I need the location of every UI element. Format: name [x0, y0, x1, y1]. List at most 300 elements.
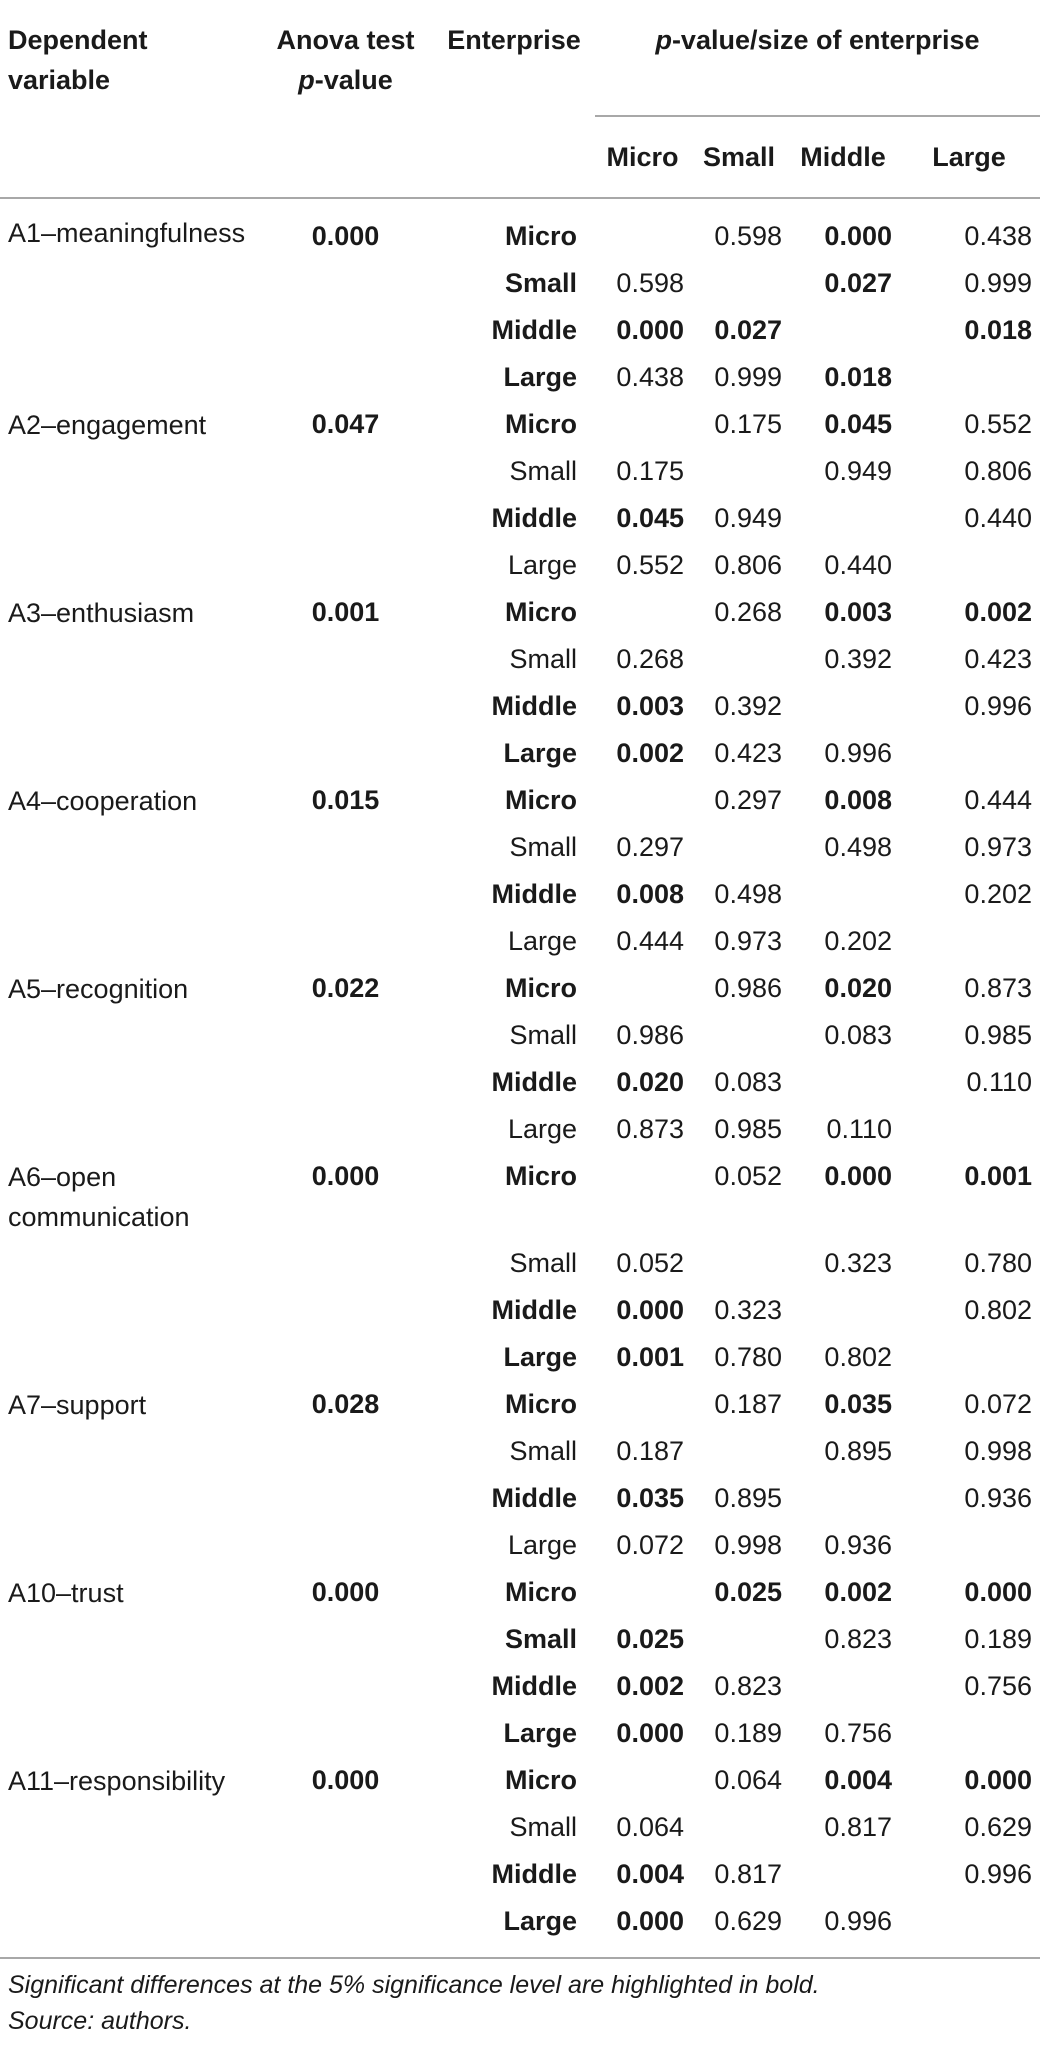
enterprise-cell: Middle [491, 1295, 577, 1325]
pvalue-cell-middle: 0.996 [824, 1906, 892, 1936]
pvalue-cell-middle: 0.000 [824, 221, 892, 251]
pvalue-cell-large: 0.018 [964, 315, 1032, 345]
table-row [0, 1153, 1040, 1240]
dependent-variable-empty [0, 730, 258, 777]
header-anova-line1: Anova test [276, 25, 415, 55]
anova-pvalue-empty [258, 1428, 433, 1475]
pvalue-cell-small [690, 636, 788, 683]
pvalue-cell-middle: 0.823 [824, 1624, 892, 1654]
pvalue-cell-small: 0.025 [714, 1577, 782, 1607]
dependent-variable-cell: A5–recognition [8, 974, 189, 1004]
subheader-micro: Micro [595, 116, 690, 198]
pvalue-cell-large: 0.002 [964, 597, 1032, 627]
anova-pvalue-cell: 0.001 [311, 597, 380, 627]
pvalue-cell-micro: 0.001 [616, 1342, 684, 1372]
footnote-significance: Significant differences at the 5% significance level are highlighted in bold. [8, 1971, 820, 1999]
enterprise-cell: Middle [491, 1859, 577, 1889]
enterprise-cell: Small [509, 456, 577, 486]
pvalue-cell-small: 0.823 [714, 1671, 782, 1701]
anova-pvalue-empty [258, 918, 433, 965]
pvalue-cell-small: 0.629 [714, 1906, 782, 1936]
enterprise-cell: Micro [504, 785, 577, 815]
header-anova-p: p [298, 65, 315, 95]
pvalue-cell-large [898, 1106, 1040, 1153]
enterprise-cell: Micro [504, 973, 577, 1003]
pvalue-cell-middle: 0.817 [824, 1812, 892, 1842]
table-row [0, 1663, 1040, 1710]
table-row [0, 1616, 1040, 1663]
anova-pvalue-empty [258, 1522, 433, 1569]
dependent-variable-empty [0, 1804, 258, 1851]
pvalue-cell-small [690, 1012, 788, 1059]
table-row [0, 260, 1040, 307]
dependent-variable-empty [0, 1428, 258, 1475]
pvalue-cell-micro [595, 198, 690, 260]
pvalue-cell-middle: 0.756 [824, 1718, 892, 1748]
pvalue-cell-large: 0.423 [964, 644, 1032, 674]
pvalue-cell-middle: 0.003 [824, 597, 892, 627]
pvalue-cell-micro [595, 965, 690, 1012]
pvalue-cell-middle: 0.996 [824, 738, 892, 768]
table-row [0, 965, 1040, 1012]
table-row [0, 1240, 1040, 1287]
enterprise-cell: Small [504, 268, 577, 298]
pvalue-cell-large: 0.001 [964, 1161, 1032, 1191]
enterprise-cell: Large [503, 738, 577, 768]
pvalue-cell-small: 0.083 [714, 1067, 782, 1097]
dependent-variable-empty [0, 1898, 258, 1945]
anova-pvalue-empty [258, 495, 433, 542]
pvalue-cell-large [898, 730, 1040, 777]
pvalue-cell-small: 0.973 [714, 926, 782, 956]
header-pvalue-size [595, 4, 1040, 116]
dependent-variable-cell: A11–responsibility [8, 1766, 226, 1796]
pvalue-cell-small: 0.064 [714, 1765, 782, 1795]
pvalue-cell-large: 0.802 [964, 1295, 1032, 1325]
pvalue-cell-large: 0.806 [964, 456, 1032, 486]
table-row [0, 1334, 1040, 1381]
subheader-blank-1 [0, 116, 258, 198]
table-row [0, 683, 1040, 730]
pvalue-cell-middle: 0.035 [824, 1389, 892, 1419]
pvalue-cell-large: 0.440 [964, 503, 1032, 533]
pvalue-cell-middle: 0.895 [824, 1436, 892, 1466]
pvalue-cell-middle [788, 1851, 898, 1898]
anova-pvalue-empty [258, 1059, 433, 1106]
pvalue-cell-large: 0.973 [964, 832, 1032, 862]
anova-pvalue-empty [258, 1663, 433, 1710]
dependent-variable-cell: A7–support [8, 1390, 147, 1420]
dependent-variable-empty [0, 1663, 258, 1710]
enterprise-cell: Micro [504, 409, 577, 439]
anova-pvalue-empty [258, 1240, 433, 1287]
pvalue-cell-small: 0.027 [714, 315, 782, 345]
dependent-variable-empty [0, 1710, 258, 1757]
pvalue-cell-large [898, 354, 1040, 401]
dependent-variable-empty [0, 495, 258, 542]
pvalue-cell-micro: 0.000 [616, 1295, 684, 1325]
anova-pvalue-empty [258, 354, 433, 401]
pvalue-cell-small: 0.175 [714, 409, 782, 439]
anova-pvalue-cell: 0.000 [311, 1577, 380, 1607]
table-row [0, 1012, 1040, 1059]
enterprise-cell: Large [503, 1906, 577, 1936]
pvalue-cell-micro: 0.175 [616, 456, 684, 486]
pvalue-cell-large: 0.000 [964, 1577, 1032, 1607]
pvalue-cell-small: 0.949 [714, 503, 782, 533]
subheader-small: Small [690, 116, 788, 198]
anova-pvalue-empty [258, 1710, 433, 1757]
pvalue-cell-small [690, 1616, 788, 1663]
pvalue-cell-small [690, 1804, 788, 1851]
pvalue-cell-small: 0.187 [714, 1389, 782, 1419]
table-row [0, 589, 1040, 636]
dependent-variable-empty [0, 683, 258, 730]
dependent-variable-cell: A6–open communication [8, 1162, 190, 1232]
pvalue-cell-large [898, 1710, 1040, 1757]
dependent-variable-empty [0, 1851, 258, 1898]
pvalue-cell-middle: 0.802 [824, 1342, 892, 1372]
dependent-variable-empty [0, 918, 258, 965]
table-row [0, 495, 1040, 542]
pvalue-cell-small [690, 1240, 788, 1287]
dependent-variable-empty [0, 824, 258, 871]
enterprise-cell: Middle [491, 879, 577, 909]
anova-pvalue-cell: 0.000 [311, 221, 380, 251]
pvalue-cell-small: 0.598 [714, 221, 782, 251]
anova-pvalue-empty [258, 307, 433, 354]
pvalue-cell-small [690, 448, 788, 495]
pvalue-cell-small: 0.392 [714, 691, 782, 721]
enterprise-cell: Micro [504, 1765, 577, 1795]
anova-pvalue-empty [258, 824, 433, 871]
anova-pvalue-empty [258, 1106, 433, 1153]
pvalue-cell-micro: 0.003 [616, 691, 684, 721]
dependent-variable-empty [0, 1616, 258, 1663]
header-pvalue-p: p [655, 25, 672, 55]
enterprise-cell: Large [507, 550, 577, 580]
pvalue-cell-large: 0.998 [964, 1436, 1032, 1466]
pvalue-cell-middle: 0.004 [824, 1765, 892, 1795]
table-row [0, 918, 1040, 965]
anova-pvalue-cell: 0.022 [311, 973, 380, 1003]
pvalue-cell-micro [595, 1757, 690, 1804]
anova-pvalue-empty [258, 1287, 433, 1334]
pvalue-cell-large: 0.780 [964, 1248, 1032, 1278]
enterprise-cell: Micro [504, 221, 577, 251]
enterprise-cell: Micro [504, 1389, 577, 1419]
enterprise-cell: Small [509, 832, 577, 862]
enterprise-cell: Micro [504, 1577, 577, 1607]
pvalue-cell-large: 0.000 [964, 1765, 1032, 1795]
anova-pvalue-empty [258, 1475, 433, 1522]
pvalue-cell-middle: 0.323 [824, 1248, 892, 1278]
anova-pvalue-empty [258, 683, 433, 730]
header-anova [258, 4, 433, 116]
pvalue-cell-micro [595, 401, 690, 448]
pvalue-cell-middle: 0.936 [824, 1530, 892, 1560]
dependent-variable-empty [0, 307, 258, 354]
header-dependent-line2: variable [8, 65, 111, 95]
dependent-variable-cell: A3–enthusiasm [8, 598, 195, 628]
pvalue-cell-middle: 0.002 [824, 1577, 892, 1607]
enterprise-cell: Middle [491, 503, 577, 533]
table-row [0, 1475, 1040, 1522]
table-row [0, 1428, 1040, 1475]
pvalue-cell-middle: 0.018 [824, 362, 892, 392]
pvalue-cell-middle: 0.498 [824, 832, 892, 862]
dependent-variable-cell: A10–trust [8, 1578, 124, 1608]
pvalue-cell-middle: 0.008 [824, 785, 892, 815]
pvalue-cell-micro: 0.873 [616, 1114, 684, 1144]
pvalue-cell-large [898, 1522, 1040, 1569]
subheader-middle: Middle [788, 116, 898, 198]
dependent-variable-empty [0, 636, 258, 683]
pvalue-cell-large: 0.985 [964, 1020, 1032, 1050]
anova-pvalue-cell: 0.047 [311, 409, 380, 439]
pvalue-cell-large: 0.999 [964, 268, 1032, 298]
subheader-large: Large [898, 116, 1040, 198]
header-dependent-variable [0, 4, 258, 116]
pvalue-cell-small [690, 260, 788, 307]
table-body [0, 198, 1040, 1945]
table-row [0, 1804, 1040, 1851]
pvalue-cell-small: 0.268 [714, 597, 782, 627]
pvalue-cell-micro: 0.986 [616, 1020, 684, 1050]
table-row [0, 1381, 1040, 1428]
pvalue-cell-micro: 0.052 [616, 1248, 684, 1278]
subheader-blank-3 [433, 116, 595, 198]
dependent-variable-empty [0, 1522, 258, 1569]
pvalue-cell-small: 0.817 [714, 1859, 782, 1889]
pvalue-cell-large: 0.072 [964, 1389, 1032, 1419]
pvalue-cell-small [690, 1428, 788, 1475]
pvalue-cell-middle: 0.392 [824, 644, 892, 674]
anova-results-table [0, 4, 1040, 1945]
pvalue-cell-middle [788, 683, 898, 730]
enterprise-cell: Small [509, 1020, 577, 1050]
pvalue-cell-large: 0.756 [964, 1671, 1032, 1701]
header-dependent-line1: Dependent [8, 25, 148, 55]
table-row [0, 1059, 1040, 1106]
dependent-variable-cell: A2–engagement [8, 410, 207, 440]
table-row [0, 1710, 1040, 1757]
anova-pvalue-cell: 0.000 [311, 1765, 380, 1795]
table-row [0, 1851, 1040, 1898]
pvalue-cell-small: 0.986 [714, 973, 782, 1003]
anova-pvalue-empty [258, 1334, 433, 1381]
table-row [0, 401, 1040, 448]
pvalue-cell-micro: 0.552 [616, 550, 684, 580]
enterprise-cell: Micro [504, 1161, 577, 1191]
pvalue-cell-small: 0.999 [714, 362, 782, 392]
pvalue-cell-micro [595, 777, 690, 824]
dependent-variable-empty [0, 1012, 258, 1059]
pvalue-cell-middle: 0.083 [824, 1020, 892, 1050]
enterprise-cell: Small [509, 644, 577, 674]
pvalue-cell-micro: 0.268 [616, 644, 684, 674]
dependent-variable-empty [0, 542, 258, 589]
anova-pvalue-cell: 0.028 [311, 1389, 380, 1419]
dependent-variable-empty [0, 1334, 258, 1381]
pvalue-cell-micro: 0.000 [616, 1718, 684, 1748]
table-row [0, 1757, 1040, 1804]
pvalue-cell-large: 0.873 [964, 973, 1032, 1003]
table-row [0, 636, 1040, 683]
subheader-row [0, 116, 1040, 198]
header-enterprise-label: Enterprise [447, 25, 581, 55]
enterprise-cell: Large [507, 926, 577, 956]
dependent-variable-empty [0, 1475, 258, 1522]
enterprise-cell: Middle [491, 1067, 577, 1097]
pvalue-cell-middle: 0.949 [824, 456, 892, 486]
table-row [0, 1898, 1040, 1945]
anova-pvalue-empty [258, 871, 433, 918]
pvalue-cell-micro [595, 1569, 690, 1616]
pvalue-cell-small: 0.998 [714, 1530, 782, 1560]
pvalue-cell-micro: 0.004 [616, 1859, 684, 1889]
pvalue-cell-middle [788, 1059, 898, 1106]
pvalue-cell-large: 0.202 [964, 879, 1032, 909]
pvalue-cell-large: 0.444 [964, 785, 1032, 815]
pvalue-cell-middle [788, 495, 898, 542]
dependent-variable-cell: A4–cooperation [8, 786, 198, 816]
enterprise-cell: Middle [491, 1483, 577, 1513]
enterprise-cell: Small [509, 1248, 577, 1278]
enterprise-cell: Large [507, 1114, 577, 1144]
pvalue-cell-middle: 0.000 [824, 1161, 892, 1191]
pvalue-cell-micro: 0.000 [616, 1906, 684, 1936]
pvalue-cell-small: 0.189 [714, 1718, 782, 1748]
table-row [0, 1569, 1040, 1616]
anova-pvalue-empty [258, 1898, 433, 1945]
anova-pvalue-empty [258, 260, 433, 307]
footnote-source: Source: authors. [8, 2007, 192, 2035]
pvalue-cell-micro: 0.045 [616, 503, 684, 533]
pvalue-cell-small: 0.423 [714, 738, 782, 768]
table-row [0, 448, 1040, 495]
pvalue-cell-micro: 0.000 [616, 315, 684, 345]
pvalue-cell-large: 0.552 [964, 409, 1032, 439]
enterprise-cell: Small [504, 1624, 577, 1654]
pvalue-cell-large: 0.110 [966, 1067, 1032, 1097]
dependent-variable-cell: A1–meaningfulness [8, 218, 246, 248]
pvalue-cell-micro: 0.002 [616, 1671, 684, 1701]
pvalue-cell-micro: 0.072 [616, 1530, 684, 1560]
pvalue-cell-micro: 0.035 [616, 1483, 684, 1513]
anova-pvalue-empty [258, 1012, 433, 1059]
pvalue-cell-micro: 0.020 [616, 1067, 684, 1097]
pvalue-cell-large: 0.438 [964, 221, 1032, 251]
pvalue-cell-middle: 0.440 [824, 550, 892, 580]
pvalue-cell-micro: 0.438 [616, 362, 684, 392]
enterprise-cell: Small [509, 1812, 577, 1842]
pvalue-cell-micro: 0.002 [616, 738, 684, 768]
pvalue-cell-large: 0.189 [964, 1624, 1032, 1654]
table-row [0, 1287, 1040, 1334]
table-row [0, 307, 1040, 354]
table-row [0, 542, 1040, 589]
pvalue-cell-middle: 0.045 [824, 409, 892, 439]
pvalue-cell-large [898, 1334, 1040, 1381]
dependent-variable-empty [0, 448, 258, 495]
dependent-variable-empty [0, 1059, 258, 1106]
anova-pvalue-empty [258, 1804, 433, 1851]
table-row [0, 1106, 1040, 1153]
pvalue-cell-micro: 0.444 [616, 926, 684, 956]
enterprise-cell: Middle [491, 1671, 577, 1701]
pvalue-cell-large: 0.936 [964, 1483, 1032, 1513]
enterprise-cell: Large [503, 1342, 577, 1372]
pvalue-cell-middle: 0.110 [826, 1114, 892, 1144]
pvalue-cell-micro [595, 1153, 690, 1240]
anova-pvalue-empty [258, 542, 433, 589]
pvalue-cell-large [898, 918, 1040, 965]
anova-pvalue-empty [258, 448, 433, 495]
table-row [0, 1522, 1040, 1569]
pvalue-cell-middle: 0.202 [824, 926, 892, 956]
dependent-variable-empty [0, 354, 258, 401]
header-anova-line2: -value [314, 65, 393, 95]
pvalue-cell-large: 0.996 [964, 1859, 1032, 1889]
table-row [0, 730, 1040, 777]
pvalue-cell-small: 0.985 [714, 1114, 782, 1144]
pvalue-cell-small: 0.895 [714, 1483, 782, 1513]
table-row [0, 777, 1040, 824]
enterprise-cell: Middle [491, 691, 577, 721]
pvalue-cell-micro [595, 589, 690, 636]
pvalue-cell-small: 0.052 [714, 1161, 782, 1191]
header-pvalue-rest: -value/size of enterprise [671, 25, 980, 55]
pvalue-cell-large: 0.629 [964, 1812, 1032, 1842]
anova-pvalue-cell: 0.000 [311, 1161, 380, 1191]
pvalue-cell-middle [788, 1475, 898, 1522]
enterprise-cell: Large [503, 1718, 577, 1748]
anova-pvalue-empty [258, 730, 433, 777]
pvalue-cell-micro: 0.025 [616, 1624, 684, 1654]
enterprise-cell: Middle [491, 315, 577, 345]
pvalue-cell-micro: 0.008 [616, 879, 684, 909]
enterprise-cell: Small [509, 1436, 577, 1466]
anova-pvalue-empty [258, 636, 433, 683]
pvalue-cell-large [898, 542, 1040, 589]
pvalue-cell-large: 0.996 [964, 691, 1032, 721]
dependent-variable-empty [0, 1106, 258, 1153]
pvalue-cell-small: 0.780 [714, 1342, 782, 1372]
pvalue-cell-middle [788, 871, 898, 918]
subheader-blank-2 [258, 116, 433, 198]
table-footnote [0, 1957, 1040, 2039]
pvalue-cell-small: 0.297 [714, 785, 782, 815]
anova-pvalue-cell: 0.015 [311, 785, 380, 815]
dependent-variable-empty [0, 1240, 258, 1287]
dependent-variable-empty [0, 871, 258, 918]
enterprise-cell: Micro [504, 597, 577, 627]
pvalue-cell-small: 0.806 [714, 550, 782, 580]
pvalue-cell-middle [788, 1663, 898, 1710]
pvalue-cell-middle [788, 307, 898, 354]
pvalue-cell-small: 0.498 [714, 879, 782, 909]
anova-pvalue-empty [258, 1851, 433, 1898]
pvalue-cell-micro: 0.598 [616, 268, 684, 298]
pvalue-cell-large [898, 1898, 1040, 1945]
table-row [0, 354, 1040, 401]
header-enterprise [433, 4, 595, 116]
pvalue-cell-middle [788, 1287, 898, 1334]
pvalue-cell-small [690, 824, 788, 871]
anova-pvalue-empty [258, 1616, 433, 1663]
dependent-variable-empty [0, 260, 258, 307]
